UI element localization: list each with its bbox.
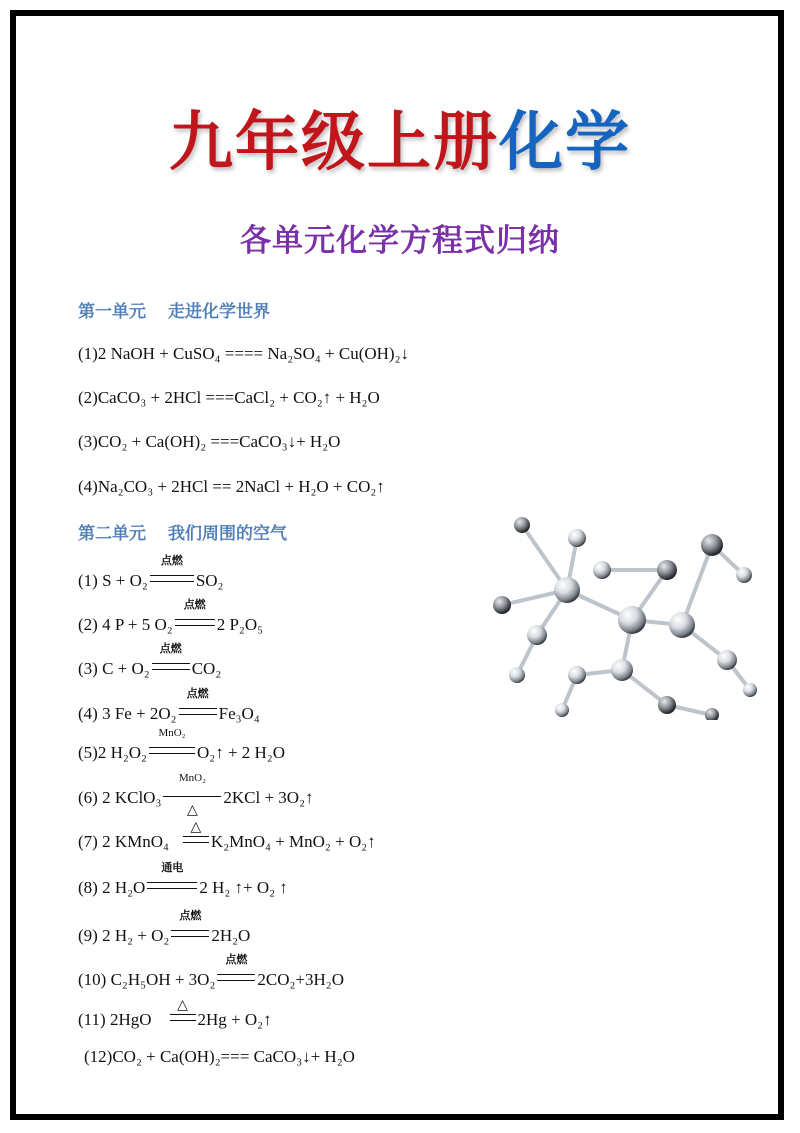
unit2-equation-12: (12)CO₂ + Ca(OH)₂=== CaCO₃↓+ H₂O (84, 1047, 355, 1066)
unit2-equation-5: (5)2 H₂O₂ MnO₂ O₂↑ + 2 H₂O (78, 727, 286, 762)
unit1-equation-4: (4)Na₂CO₃ + 2HCl == 2NaCl + H₂O + CO₂↑ (78, 477, 385, 496)
unit2-equation-2: (2) 4 P + 5 O₂ 点燃 2 P₂O₅ (78, 598, 264, 634)
unit2-equation-1: (1) S + O₂ 点燃 SO₂ (78, 554, 224, 590)
unit2-equation-6: (6) 2 KClO₃ MnO₂ △ 2KCl + 3O₂↑ (78, 772, 314, 818)
unit1-equation-3: (3)CO₂ + Ca(OH)₂ ===CaCO₃↓+ H₂O (78, 432, 341, 451)
unit2-heading (78, 519, 287, 544)
unit2-equation-4: (4) 3 Fe + 2O₂ 点燃 Fe₃O₄ (78, 687, 260, 723)
title-part-chemistry: 化学 (499, 106, 631, 180)
molecule-illustration (482, 510, 762, 720)
page-subtitle: 各单元化学方程式归纳 (240, 223, 560, 259)
title-part-grade: 九年级上册 (169, 106, 499, 180)
unit2-equation-11: (11) 2HgO △ 2Hg + O₂↑ (78, 997, 272, 1029)
unit2-equation-9: (9) 2 H₂ + O₂ 点燃 2H₂O (78, 909, 251, 945)
unit1-name: 走进化学世界 (168, 302, 270, 322)
unit2-name: 我们周围的空气 (168, 524, 287, 544)
unit2-label: 第二单元 (78, 524, 146, 544)
unit1-heading (78, 297, 270, 322)
unit2-equation-3: (3) C + O₂ 点燃 CO₂ (78, 642, 222, 678)
page-title (0, 103, 800, 183)
unit1-label: 第一单元 (78, 302, 146, 322)
unit2-equation-8: (8) 2 H₂O 通电 2 H₂ ↑+ O₂ ↑ (78, 861, 288, 897)
unit2-equation-10: (10) C₂H₅OH + 3O₂ 点燃 2CO₂+3H₂O (78, 953, 345, 989)
unit2-equation-7: (7) 2 KMnO₄ △ K₂MnO₄ + MnO₂ + O₂↑ (78, 819, 376, 851)
unit1-equation-2: (2)CaCO₃ + 2HCl ===CaCl₂ + CO₂↑ + H₂O (78, 388, 380, 407)
unit1-equation-1: (1)2 NaOH + CuSO₄ ==== Na₂SO₄ + Cu(OH)₂↓ (78, 344, 410, 363)
